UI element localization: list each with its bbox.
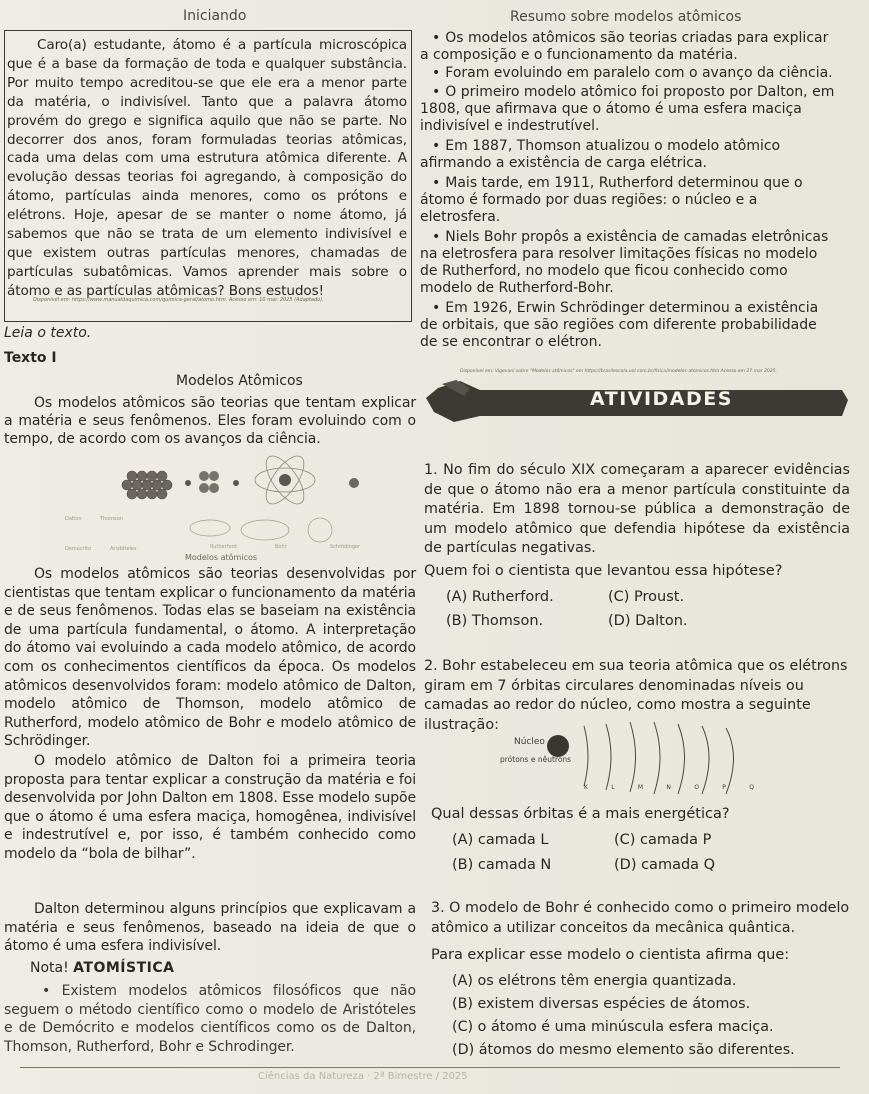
label-rutherford: Rutherford — [210, 544, 237, 550]
question-1-prompt: Quem foi o cientista que levantou essa hipótese? — [424, 563, 783, 579]
summary-list — [420, 30, 838, 352]
right-header: Resumo sobre modelos atômicos — [510, 9, 742, 25]
texto-paragraph-4: Dalton determinou alguns princípios que explicavam a matéria e seus fenômenos, baseado na ideia de que o átomo é uma esfera indivisível. — [4, 901, 416, 955]
q3-option-a[interactable]: (A) os elétrons têm energia quantizada. — [452, 973, 737, 989]
atividades-title: ATIVIDADES — [590, 388, 733, 410]
shell-labels — [584, 784, 754, 791]
question-3: 3. O modelo de Bohr é conhecido como o primeiro modelo atômico a utilizar conceitos da mecânica quântica. — [431, 900, 850, 936]
q2-option-a[interactable]: (A) camada L — [452, 832, 549, 848]
shell-p: P — [722, 784, 726, 791]
q2-option-c[interactable]: (C) camada P — [614, 832, 712, 848]
shell-n: N — [666, 784, 671, 791]
q3-option-b[interactable]: (B) existem diversas espécies de átomos. — [452, 996, 751, 1012]
label-nucleo: Núcleo — [514, 737, 545, 747]
summary-item-1: • Os modelos atômicos são teorias criadas para explicar a composição e o funcionamento da matéria. — [420, 30, 838, 64]
label-protons-neutrons: prótons e nêutrons — [500, 755, 572, 764]
q1-option-c[interactable]: (C) Proust. — [608, 589, 685, 605]
shell-q: Q — [749, 784, 754, 791]
label-schrodinger: Schrödinger — [330, 544, 361, 550]
summary-item-6: • Niels Bohr propôs a existência de camadas eletrônicas na eletrosfera para resolver limitações físicas no modelo de Rutherford, no modelo que ficou conhecido como modelo de Rutherford-Bohr. — [420, 229, 838, 297]
nota-prefix: Nota! — [30, 960, 74, 976]
shell-k: K — [584, 784, 588, 791]
summary-source: Disponível em: Vigevani sobre "Modelos atômicos" em https://brasilescola.uol.com.br/fisica/modelos-atomicos.htm Acesso em 27 mar 2025. — [460, 369, 777, 374]
summary-item-3: • O primeiro modelo atômico foi proposto por Dalton, em 1808, que afirmava que o átomo é uma esfera maciça indivisível e indestrutível. — [420, 84, 838, 135]
intro-text: Caro(a) estudante, átomo é a partícula microscópica que é a base da formação de toda e qualquer substância. Por muito tempo acreditou-se que ele era a menor parte da matéria, o indivisível. Tanto que a palavra átomo provém do grego e significa aquilo que não se parte. No decorrer dos anos, foram formuladas teorias atômicas, cada uma delas com uma estrutura atômica diferente. A evolução dessas teorias foi agregando, à composição do átomo, partículas ainda menores, como os prótons e elétrons. Hoje, apesar de se manter o nome átomo, já sabemos que não se trata de um elemento indivisível e que existem outras partículas menores, chamadas de partículas subatômicas. Vamos aprender mais sobre o átomo e as partículas atômicas? Bons estudos! — [7, 37, 407, 299]
atividades-banner — [420, 376, 850, 426]
texto-paragraph-2: Os modelos atômicos são teorias desenvolvidas por cientistas que tentam explicar o funcionamento da matéria e de seus fenômenos. Todas elas se baseiam na existência de uma partícula fundamental, o átomo. A interpretação do átomo vai evoluindo a cada modelo atômico, de acordo com os conhecimentos científicos da época. Os modelos atômicos desenvolvidos foram: modelo atômico de Dalton, modelo atômico de Thomson, modelo atômico de Rutherford, modelo atômico de Bohr e modelo atômico de Schrödinger. — [4, 566, 416, 750]
q1-option-b[interactable]: (B) Thomson. — [446, 613, 544, 629]
intro-source: Disponível em: https://www.manualdaquimica.com/quimica-geral/atomo.htm. Acesso em: 10 mar. 2025 (Adaptado). — [33, 297, 324, 303]
texto-paragraph-1: Os modelos atômicos são teorias que tentam explicar a matéria e seus fenômenos. Eles foram evoluindo com o tempo, de acordo com os avanços da ciência. — [4, 395, 416, 447]
label-thomson: Thomson — [100, 516, 123, 522]
atomic-models-illustration — [60, 448, 410, 563]
texto-title: Modelos Atômicos — [176, 373, 303, 389]
q1-option-d[interactable]: (D) Dalton. — [608, 613, 688, 629]
label-bohr: Bohr — [275, 544, 287, 550]
question-3-prompt: Para explicar esse modelo o cientista afirma que: — [431, 947, 790, 963]
label-dalton: Dalton — [65, 516, 82, 522]
summary-item-2: • Foram evoluindo em paralelo com o avanço da ciência. — [420, 65, 838, 82]
left-header: Iniciando — [183, 8, 247, 24]
q2-option-d[interactable]: (D) camada Q — [614, 857, 716, 873]
q1-option-a[interactable]: (A) Rutherford. — [446, 589, 554, 605]
shell-l: L — [611, 784, 615, 791]
summary-item-4: • Em 1887, Thomson atualizou o modelo atômico afirmando a existência de carga elétrica. — [420, 138, 838, 172]
question-2: 2. Bohr estabeleceu em sua teoria atômica que os elétrons giram em 7 órbitas circulares denominadas níveis ou camadas ao redor do núcleo, como mostra a seguinte ilustração: — [424, 658, 848, 733]
figure-caption: Modelos atômicos — [185, 553, 258, 562]
q3-option-d[interactable]: (D) átomos do mesmo elemento são diferentes. — [452, 1042, 795, 1058]
q3-option-c[interactable]: (C) o átomo é uma minúscula esfera maciça. — [452, 1019, 774, 1035]
nota-heading — [30, 960, 174, 976]
summary-item-7: • Em 1926, Erwin Schrödinger determinou a existência de orbitais, que são regiões com diferente probabilidade de se encontrar o elétron. — [420, 300, 838, 351]
summary-item-5: • Mais tarde, em 1911, Rutherford determinou que o átomo é formado por duas regiões: o núcleo e a eletrosfera. — [420, 175, 838, 226]
question-1: 1. No fim do século XIX começaram a aparecer evidências de que o átomo não era a menor partícula constituinte da matéria. Em 1898 tornou-se pública a demonstração de um modelo atômico que defendia hipótese da existência de partículas negativas. — [424, 462, 850, 556]
page-footer: Ciências da Natureza · 2ª Bimestre / 2025 — [258, 1071, 468, 1082]
leia-label: Leia o texto. — [4, 325, 92, 341]
q2-option-b[interactable]: (B) camada N — [452, 857, 552, 873]
label-aristoteles: Aristóteles — [110, 546, 137, 552]
texto-paragraph-3: O modelo atômico de Dalton foi a primeira teoria proposta para tentar explicar a construção da matéria e foi desenvolvida por John Dalton em 1808. Esse modelo supõe que o átomo é uma esfera maciça, homogênea, indivisível e indestrutível e, por isso, é também conhecido como modelo da “bola de bilhar”. — [4, 753, 416, 862]
footer-divider — [20, 1067, 840, 1068]
question-2-prompt: Qual dessas órbitas é a mais energética? — [431, 806, 730, 822]
texto-label: Texto I — [4, 350, 57, 366]
nota-title: ATOMÍSTICA — [73, 960, 175, 976]
atomic-models-figure — [60, 448, 410, 563]
intro-box — [4, 30, 412, 322]
label-democrito: Demócrito — [65, 546, 92, 552]
shell-o: O — [694, 784, 699, 791]
bohr-shells-figure — [434, 720, 764, 806]
q3-options — [452, 970, 795, 1062]
bohr-shells-illustration — [434, 720, 764, 806]
shell-m: M — [637, 784, 644, 791]
nota-body: • Existem modelos atômicos filosóficos que não seguem o método científico como o modelo de Aristóteles e de Demócrito e modelos científicos como os de Dalton, Thomson, Rutherford, Bohr e Schrodinger. — [4, 983, 416, 1055]
